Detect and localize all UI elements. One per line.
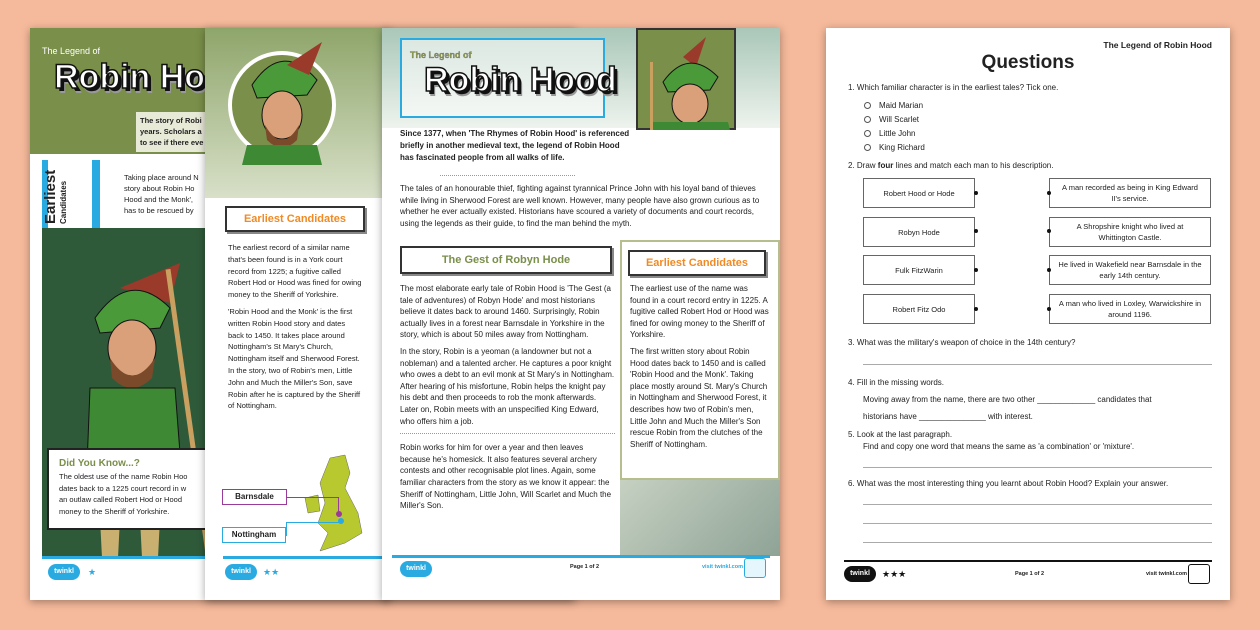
robin-hood-portrait [638, 32, 734, 130]
page-number: Page 1 of 2 [1015, 571, 1045, 577]
paragraph: 'Robin Hood and the Monk' is the first written Robin Hood story and dates back to 1450. It takes place around Nottingham's St Mary's Church, Nottingham itself and Sherwood Forest. In the story, two of Robin's men, Little John and Much the Miller's Son, save Robin after he is captured by the Sheriff of Nottingham. [228, 306, 361, 411]
map-label-nottingham: Nottingham [222, 527, 286, 543]
site-link[interactable]: visit twinkl.com [702, 564, 743, 570]
question-4-line-1: Moving away from the name, there are two other _____________ candidates that [863, 395, 1152, 404]
quality-badge-icon [744, 558, 766, 578]
header-title: Robin Ho [54, 58, 206, 96]
match-dot[interactable] [974, 268, 978, 272]
title-subtitle: The Legend of [410, 50, 472, 60]
match-dot[interactable] [974, 229, 978, 233]
description-box: A man recorded as being in King Edward II's service. [1049, 178, 1211, 208]
twinkl-logo: twinkl [48, 564, 80, 580]
match-dot[interactable] [1047, 191, 1051, 195]
forest-corner-image [620, 468, 780, 556]
match-dot[interactable] [1047, 229, 1051, 233]
radio-icon[interactable] [864, 102, 871, 109]
name-box: Robyn Hode [863, 217, 975, 247]
answer-line[interactable] [863, 523, 1212, 524]
paragraph: Robin works for him for over a year and then leaves because he's homesick. It also features several archery contests and other recognisable plot lines. Again, some familiar characters from the story as we know it appear: the Sheriff of Nottingham, Little John, Will Scarlet and Much the Miller's Son. [400, 443, 612, 511]
option-label: Maid Marian [879, 101, 924, 110]
description-box: A Shropshire knight who lived at Whittington Castle. [1049, 217, 1211, 247]
gest-heading: The Gest of Robyn Hode [400, 246, 612, 274]
sidebar-line: has to be rescued by [124, 206, 194, 215]
match-dot[interactable] [1047, 307, 1051, 311]
paragraph: The earliest use of the name was found in a court record entry in 1225. A fugitive called Robert Hod or Hood was fined for owing money to the Sheriff of Yorkshire. [630, 284, 769, 340]
paragraph: In the story, Robin is a yeoman (a landowner but not a nobleman) and a talented archer. He captures a poor knight who owes a debt to an evil monk at St Mary's in Nottingham. After hearing of his misfortune, Robin helps the knight pay his debt and then proceeds to rob the monk afterwards. Later on, Robin meets with an unspecified King Edward, who offers him a job. [400, 346, 615, 434]
question-4: 4. Fill in the missing words. [848, 378, 945, 387]
question-5-line-2: Find and copy one word that means the same as 'a combination' or 'mixture'. [863, 442, 1135, 451]
answer-line[interactable] [863, 467, 1212, 468]
intro-line: to see if there eve [140, 138, 204, 147]
did-you-know-line: dates back to a 1225 court record in w [59, 483, 187, 493]
option-little-john[interactable] [864, 127, 925, 141]
option-will-scarlet[interactable] [864, 113, 925, 127]
did-you-know-title: Did You Know...? [59, 458, 140, 469]
map-label-barnsdale: Barnsdale [222, 489, 287, 505]
option-label: King Richard [879, 143, 925, 152]
q2-text: lines and match each man to his description. [893, 161, 1054, 170]
twinkl-logo: twinkl [844, 566, 876, 582]
question-2 [848, 160, 1053, 172]
intro-text: Since 1377, when 'The Rhymes of Robin Hood' is referenced briefly in another medieval text, the legend of Robin Hood has fascinated people from all walks of life. [400, 129, 630, 162]
earliest-candidates-text [630, 283, 770, 455]
worksheet-page-front [382, 28, 780, 600]
sidebar-line: story about Robin Ho [124, 184, 195, 193]
barnsdale-connector [287, 497, 339, 515]
name-box: Fulk FitzWarin [863, 255, 975, 285]
question-5: 5. Look at the last paragraph. [848, 430, 953, 439]
earliest-candidates-heading: Earliest Candidates [628, 250, 766, 276]
did-you-know-line: The oldest use of the name Robin Hoo [59, 472, 188, 481]
robin-hood-portrait [227, 30, 337, 180]
question-6: 6. What was the most interesting thing you learnt about Robin Hood? Explain your answer. [848, 479, 1169, 488]
page-title: Robin Hood [424, 61, 617, 99]
twinkl-logo: twinkl [400, 561, 432, 577]
page-number: Page 1 of 2 [570, 564, 600, 570]
intro-text [136, 112, 206, 152]
question-1-options [864, 99, 925, 155]
paragraph: The first written story about Robin Hood dates back to 1450 and is called 'Robin Hood and the Monk'. Taking place mostly around St. Mary's Church in Nottingham and Sherwood Forest, it describes how two of Robin's men, Little John and Much the Miller's Son rescue Robin from the clutches of the Sheriff of Nottingham. [630, 346, 768, 449]
description-box: He lived in Wakefield near Barnsdale in the early 14th century. [1049, 255, 1211, 285]
did-you-know-line: an outlaw called Robert Hod or Hood [59, 495, 182, 504]
option-king-richard[interactable] [864, 141, 925, 155]
answer-line[interactable] [863, 504, 1212, 505]
twinkl-logo: twinkl [225, 564, 257, 580]
paragraph: The most elaborate early tale of Robin Hood is 'The Gest (a tale of adventures) of Robyn Hode' and most historians believe it dates back to around 1460. Surprisingly, Robin actually lives in a forest near Barnsdale in Yorkshire in the story, which is about 50 miles away from Nottingham. [400, 284, 611, 340]
answer-line[interactable] [863, 542, 1212, 543]
sidebar-title-main: Earliest [42, 169, 59, 224]
sidebar-text [124, 172, 199, 216]
questions-page [826, 28, 1230, 600]
earliest-candidates-text [228, 242, 363, 417]
paragraph: The earliest record of a similar name that's been found is in a York court record from 1225; a fugitive called Robert Hod or Hood was fined for owing money to the Sheriff of Yorkshire. [228, 243, 362, 300]
footer-line [844, 560, 1212, 562]
radio-icon[interactable] [864, 116, 871, 123]
radio-icon[interactable] [864, 144, 871, 151]
radio-icon[interactable] [864, 130, 871, 137]
description-box: A man who lived in Loxley, Warwickshire in around 1196. [1049, 294, 1211, 324]
footer-line [392, 555, 770, 558]
intro-line: years. Scholars a [140, 127, 202, 136]
sidebar-line: Hood and the Monk', [124, 195, 193, 204]
difficulty-stars: ★★★ [882, 569, 907, 579]
question-3: 3. What was the military's weapon of choice in the 14th century? [848, 338, 1076, 347]
quality-badge-icon [1188, 564, 1210, 584]
nottingham-connector [286, 522, 341, 536]
difficulty-stars: ★★ [263, 567, 280, 577]
question-4-line-2: historians have _______________ with interest. [863, 412, 1033, 421]
name-box: Robert Fitz Odo [863, 294, 975, 324]
option-label: Will Scarlet [879, 115, 920, 124]
gest-text [400, 283, 615, 517]
difficulty-stars: ★ [88, 567, 97, 577]
q2-bold: four [877, 161, 894, 170]
option-maid-marian[interactable] [864, 99, 925, 113]
question-1: 1. Which familiar character is in the earliest tales? Tick one. [848, 83, 1059, 92]
answer-line[interactable] [863, 364, 1212, 365]
intro-line: The story of Robi [140, 116, 202, 125]
page-header: The Legend of Robin Hood [1103, 40, 1212, 50]
intro-paragraph: The tales of an honourable thief, fighting against tyrannical Prince John with his loyal band of thieves while living in Sherwood Forest are well known. However, many people have also grown curious as to whether he ever actually existed. Historians have scoured a variety of documents and court records, using the legends as their guide, to find the man behind the myth. [400, 184, 760, 228]
match-dot[interactable] [974, 307, 978, 311]
match-dot[interactable] [974, 191, 978, 195]
site-link[interactable]: visit twinkl.com [1146, 571, 1187, 577]
sidebar-title-sub: Candidates [59, 180, 68, 224]
did-you-know-line: money to the Sheriff of Yorkshire. [59, 506, 170, 516]
divider [440, 175, 575, 176]
page-title: Questions [981, 52, 1075, 73]
q2-text: 2. Draw [848, 161, 878, 170]
sidebar-title [42, 170, 68, 224]
header-subtitle: The Legend of [42, 46, 101, 56]
sidebar-line: Taking place around N [124, 173, 199, 182]
match-dot[interactable] [1047, 268, 1051, 272]
name-box: Robert Hood or Hode [863, 178, 975, 208]
earliest-candidates-heading: Earliest Candidates [225, 206, 365, 232]
option-label: Little John [879, 129, 916, 138]
did-you-know-text [59, 471, 187, 517]
